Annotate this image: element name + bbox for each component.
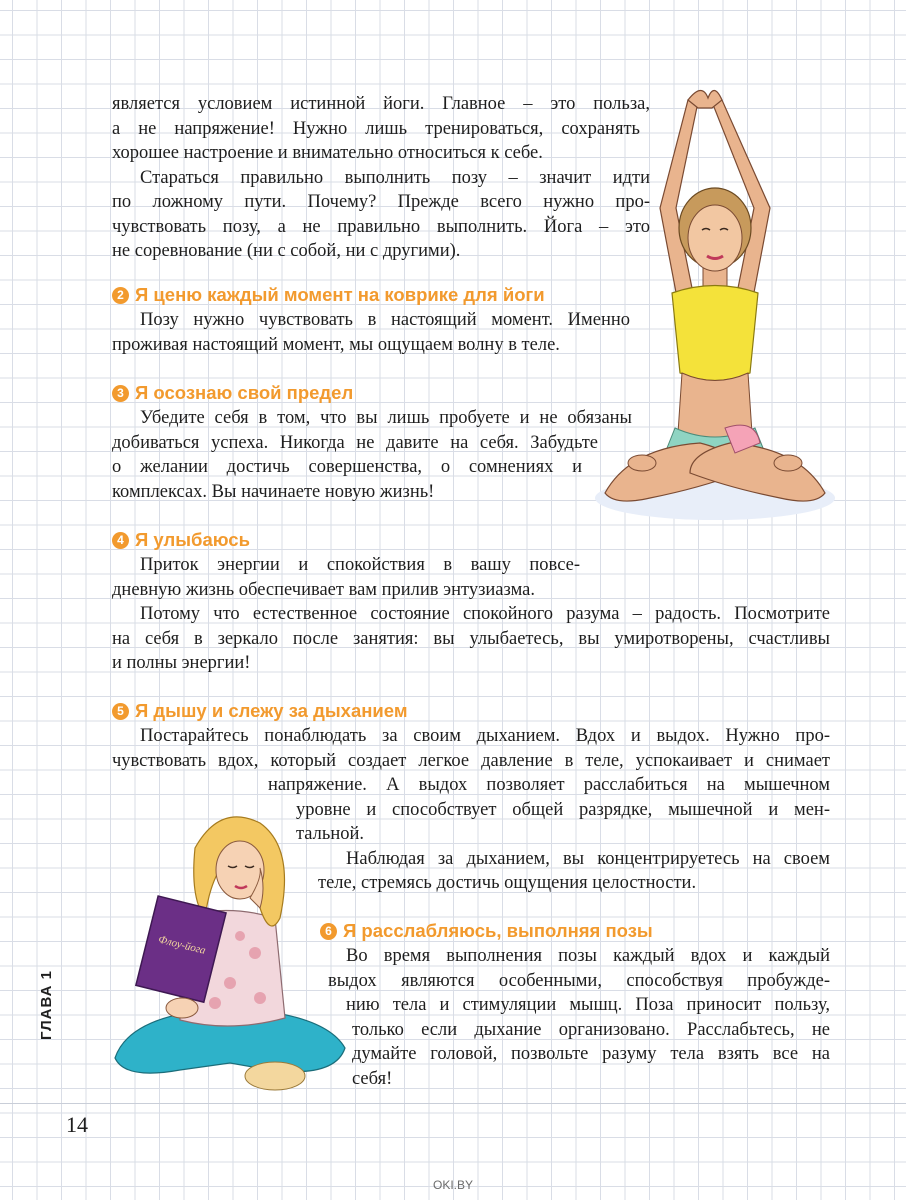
section-4-line: и полны энергии! bbox=[112, 653, 251, 673]
section-6-line: думайте головой, позвольте разуму тела взять все на bbox=[352, 1044, 830, 1064]
section-6-line: выдох являются особенными, способствуя пробужде- bbox=[328, 971, 830, 991]
section-2-heading bbox=[112, 284, 545, 306]
chapter-label: ГЛАВА 1 bbox=[38, 970, 55, 1040]
reading-woman-illustration bbox=[110, 808, 350, 1098]
section-3-line: Убедите себя в том, что вы лишь пробуете и не обязаны bbox=[140, 408, 632, 428]
section-number-badge: 5 bbox=[112, 703, 129, 720]
book-cover-title: Флоу-йога bbox=[157, 933, 207, 957]
section-4-line: дневную жизнь обеспечивает вам прилив энтузиазма. bbox=[112, 580, 535, 600]
section-3-line: комплексах. Вы начинаете новую жизнь! bbox=[112, 482, 435, 502]
intro-line: Стараться правильно выполнить позу – значит идти bbox=[140, 168, 650, 188]
watermark: OKI.BY bbox=[432, 1178, 473, 1192]
section-number-badge: 2 bbox=[112, 287, 129, 304]
section-title: Я улыбаюсь bbox=[135, 529, 250, 550]
section-4-heading bbox=[112, 529, 250, 551]
section-5-line: теле, стремясь достичь ощущения целостности. bbox=[318, 873, 697, 893]
section-6-heading bbox=[320, 920, 653, 942]
yoga-woman-illustration bbox=[590, 88, 840, 528]
section-number-badge: 3 bbox=[112, 385, 129, 402]
section-2-line: Позу нужно чувствовать в настоящий момент. Именно bbox=[140, 310, 630, 330]
intro-line: чувствовать позу, а не правильно выполнить. Йога – это bbox=[112, 217, 650, 237]
section-6-line: нию тела и стимуляции мышц. Поза приносит пользу, bbox=[346, 995, 830, 1015]
footer-divider bbox=[0, 1103, 906, 1104]
section-title: Я расслабляюсь, выполняя позы bbox=[343, 920, 653, 941]
section-number-badge: 6 bbox=[320, 923, 337, 940]
intro-line: по ложному пути. Почему? Прежде всего нужно про- bbox=[112, 192, 650, 212]
section-3-heading bbox=[112, 382, 353, 404]
section-title: Я осознаю свой предел bbox=[135, 382, 354, 403]
section-4-line: на себя в зеркало после занятия: вы улыбаетесь, вы умиротворены, счастливы bbox=[112, 629, 830, 649]
intro-line: не соревнование (ни с собой, ни с другими). bbox=[112, 241, 461, 261]
section-4-line: Потому что естественное состояние спокойного разума – радость. Посмотрите bbox=[140, 604, 830, 624]
section-5-line: тальной. bbox=[296, 824, 365, 844]
section-5-line: чувствовать вдох, который создает легкое давление в теле, успокаивает и снимает bbox=[112, 751, 830, 771]
section-title: Я дышу и слежу за дыханием bbox=[135, 700, 408, 721]
section-5-line: уровне и способствует общей разрядке, мышечной и мен- bbox=[296, 800, 830, 820]
intro-line: хорошее настроение и внимательно относиться к себе. bbox=[112, 143, 543, 163]
intro-line: является условием истинной йоги. Главное – это польза, bbox=[112, 94, 650, 114]
section-3-line: о желании достичь совершенства, о сомнениях и bbox=[112, 457, 582, 477]
section-6-line: Во время выполнения позы каждый вдох и каждый bbox=[346, 946, 830, 966]
section-number-badge: 4 bbox=[112, 532, 129, 549]
section-5-line: Постарайтесь понаблюдать за своим дыханием. Вдох и выдох. Нужно про- bbox=[140, 726, 830, 746]
page-number: 14 bbox=[66, 1112, 88, 1137]
section-6-line: только если дыхание организовано. Расслабьтесь, не bbox=[352, 1020, 830, 1040]
intro-line: а не напряжение! Нужно лишь тренироваться, сохранять bbox=[112, 119, 640, 139]
section-5-line: напряжение. А выдох позволяет расслабиться на мышечном bbox=[268, 775, 830, 795]
section-4-line: Приток энергии и спокойствия в вашу повсе- bbox=[140, 555, 580, 575]
section-2-line: проживая настоящий момент, мы ощущаем волну в теле. bbox=[112, 335, 560, 355]
section-3-line: добиваться успеха. Никогда не давите на себя. Забудьте bbox=[112, 433, 598, 453]
section-6-line: себя! bbox=[352, 1069, 393, 1089]
section-title: Я ценю каждый момент на коврике для йоги bbox=[135, 284, 545, 305]
section-5-heading bbox=[112, 700, 408, 722]
section-5-line: Наблюдая за дыханием, вы концентрируетесь на своем bbox=[346, 849, 830, 869]
